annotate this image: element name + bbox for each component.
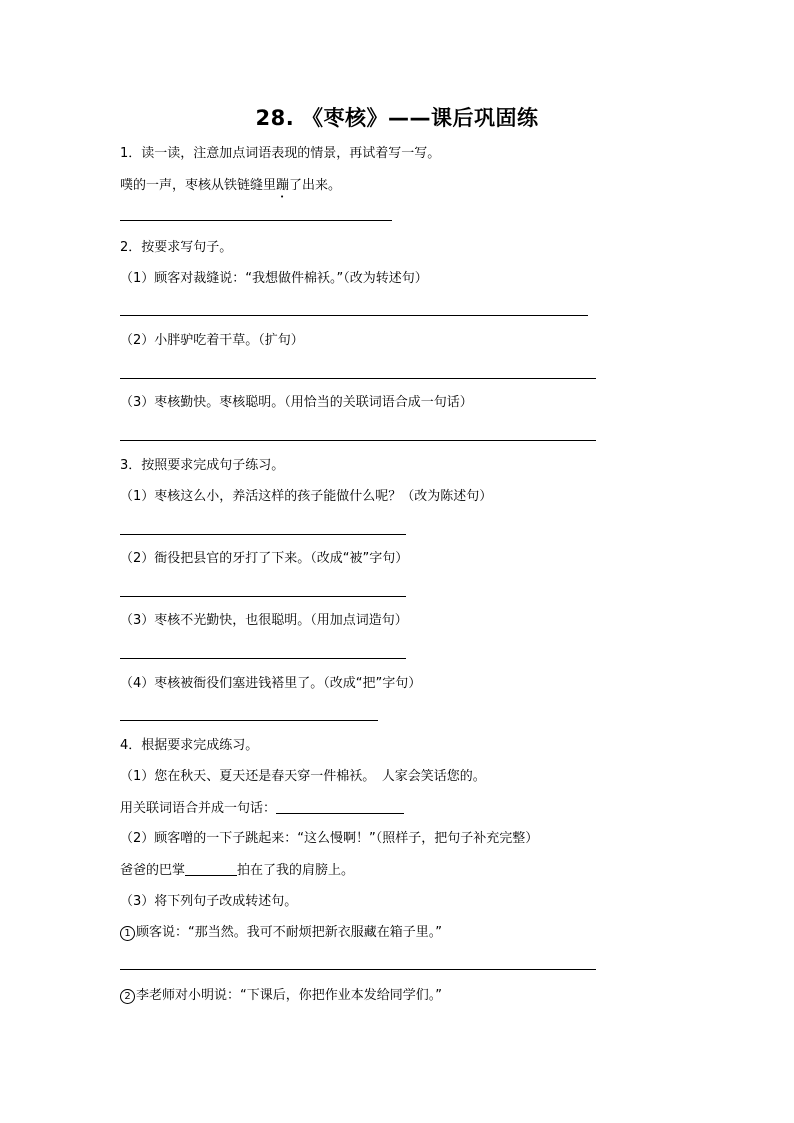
q4-item-2-sentence	[120, 861, 354, 880]
q4-item-2: （2）顾客噌的一下子跳起来：“这么慢啊！”（照样子，把句子补充完整）	[120, 831, 539, 846]
q4-heading: 4．根据要求完成练习。	[120, 738, 259, 753]
circled-number-1: 1	[120, 926, 135, 941]
q4-sub-2-text: 李老师对小明说：“下课后，你把作业本发给同学们。”	[136, 988, 442, 1003]
q4-item-1-blank[interactable]	[276, 799, 404, 814]
q1-sentence-start: 噗的一声，枣核从铁链缝里	[120, 178, 277, 193]
q3-item-4-answer-line[interactable]	[120, 720, 378, 721]
q2-item-1: （1）顾客对裁缝说：“我想做件棉袄。”（改为转述句）	[120, 271, 428, 286]
q2-item-2: （2）小胖驴吃着干草。（扩句）	[120, 333, 304, 348]
q4-item-1: （1）您在秋天、夏天还是春天穿一件棉袄。 人家会笑话您的。	[120, 769, 486, 784]
q3-item-3: （3）枣核不光勤快，也很聪明。（用加点词造句）	[120, 613, 408, 628]
q3-item-4: （4）枣核被衙役们塞进钱褡里了。（改成“把”字句）	[120, 676, 422, 691]
q2-item-3-answer-line[interactable]	[120, 440, 596, 441]
q2-item-1-answer-line[interactable]	[120, 315, 588, 316]
q3-item-2-answer-line[interactable]	[120, 596, 406, 597]
q4-item-2-start: 爸爸的巴掌	[120, 863, 186, 878]
q2-heading: 2．按要求写句子。	[120, 240, 233, 255]
q3-heading: 3．按照要求完成句子练习。	[120, 458, 285, 473]
q1-sentence-end: 了出来。	[289, 178, 342, 193]
q4-item-2-end: 拍在了我的肩膀上。	[237, 863, 355, 878]
circled-number-2: 2	[120, 989, 135, 1004]
q3-item-1: （1）枣核这么小，养活这样的孩子能做什么呢？（改为陈述句）	[120, 489, 493, 504]
q3-item-1-answer-line[interactable]	[120, 534, 406, 535]
q1-sentence	[120, 177, 341, 201]
q4-sub-1-answer-line[interactable]	[120, 969, 596, 970]
q4-sub-1-text: 顾客说：“那当然。我可不耐烦把新衣服藏在箱子里。”	[136, 925, 442, 940]
q4-item-1-prompt: 用关联词语合并成一句话：	[120, 801, 277, 816]
q4-item-2-blank[interactable]	[185, 861, 237, 876]
q2-item-3: （3）枣核勤快。枣核聪明。（用恰当的关联词语合成一句话）	[120, 395, 473, 410]
q3-item-3-answer-line[interactable]	[120, 658, 406, 659]
q2-item-2-answer-line[interactable]	[120, 378, 596, 379]
q4-sub-2	[120, 987, 442, 1005]
q4-sub-1	[120, 924, 442, 942]
q4-item-3: （3）将下列句子改成转述句。	[120, 894, 298, 909]
q1-heading: 1．读一读，注意加点词语表现的情景，再试着写一写。	[120, 146, 441, 161]
q1-answer-line[interactable]	[120, 220, 392, 221]
q3-item-2: （2）衙役把县官的牙打了下来。（改成“被”字句）	[120, 551, 409, 566]
q4-item-1-prompt-row	[120, 799, 404, 818]
page-title: 28. 《枣核》——课后巩固练	[255, 106, 539, 130]
q1-dotted-word: 蹦	[276, 178, 290, 193]
